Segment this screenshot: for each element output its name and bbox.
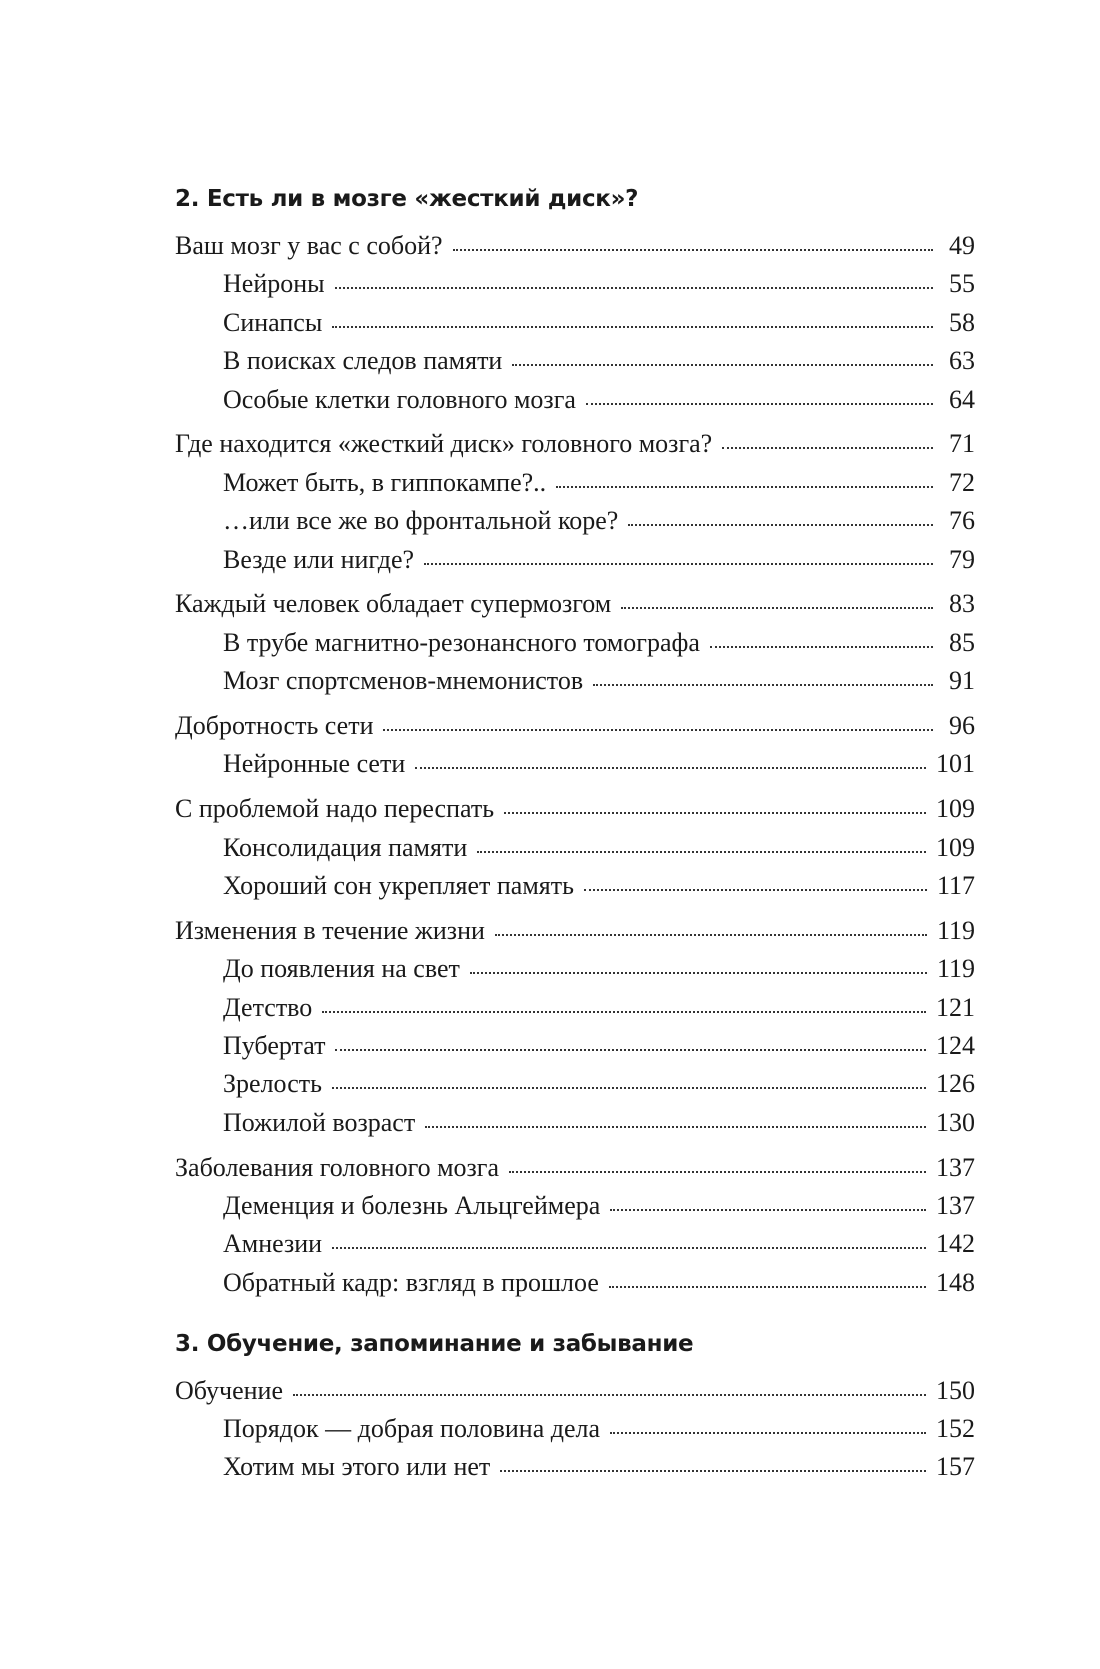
page-number: 121 (936, 992, 975, 1022)
page-number: 72 (949, 467, 975, 497)
entry-title: До появления на свет (223, 954, 460, 984)
entry-title: Синапсы (223, 307, 323, 337)
entry-title: Пубертат (223, 1031, 326, 1060)
toc-subsection-entry (175, 1191, 975, 1229)
dot-leader (424, 563, 933, 565)
dot-leader (500, 1470, 926, 1472)
page-number: 119 (936, 954, 975, 984)
toc-subsection-entry (175, 1268, 975, 1306)
dot-leader (335, 287, 933, 289)
page-number: 79 (949, 544, 975, 574)
toc-section-entry (175, 589, 975, 627)
entry-title: Деменция и болезнь Альцгеймера (223, 1191, 601, 1220)
page-number: 148 (936, 1267, 975, 1297)
dot-leader (504, 812, 926, 814)
dot-leader (495, 934, 927, 936)
entry-title: Обратный кадр: взгляд в прошлое (223, 1267, 599, 1297)
toc-subsection-entry (175, 993, 975, 1031)
page-number: 124 (936, 1031, 975, 1060)
entry-title: Ваш мозг у вас с собой? (175, 231, 443, 260)
page-number: 76 (949, 506, 975, 536)
entry-title: Изменения в течение жизни (175, 915, 485, 945)
page-number: 142 (936, 1229, 975, 1259)
entry-title: С проблемой надо переспать (175, 794, 495, 824)
toc-subsection-entry (175, 1069, 975, 1107)
entry-title: Где находится «жесткий диск» головного мозга? (175, 429, 713, 459)
dot-leader (512, 364, 933, 366)
toc-subsection-entry (175, 954, 975, 992)
toc-subsection-entry (175, 385, 975, 423)
page-number: 117 (936, 871, 975, 900)
entry-title: Особые клетки головного мозга (223, 384, 576, 414)
toc-section-entry (175, 1153, 975, 1191)
entry-title: Каждый человек обладает супермозгом (175, 589, 612, 619)
dot-leader (415, 767, 926, 769)
entry-title: …или все же во фронтальной коре? (223, 506, 619, 536)
toc-section-entry (175, 711, 975, 749)
entry-title: Добротность сети (175, 711, 374, 740)
entry-title: Мозг спортсменов-мнемонистов (223, 666, 584, 696)
dot-leader (322, 1011, 926, 1013)
dot-leader (621, 607, 933, 609)
entry-title: Нейронные сети (223, 749, 406, 779)
dot-leader (610, 1432, 926, 1434)
entry-title: Пожилой возраст (223, 1107, 416, 1137)
dot-leader (628, 524, 933, 526)
dot-leader (610, 1209, 926, 1211)
page-number: 63 (949, 346, 975, 376)
toc-subsection-entry (175, 506, 975, 544)
chapter-heading: 3. Обучение, запоминание и забывание (175, 1330, 694, 1357)
page-number: 64 (949, 384, 975, 414)
entry-title: Детство (223, 992, 313, 1022)
entry-title: Консолидация памяти (223, 832, 468, 862)
toc-subsection-entry (175, 1031, 975, 1069)
page-number: 150 (936, 1375, 975, 1405)
entry-title: В поисках следов памяти (223, 346, 503, 376)
toc-subsection-entry (175, 1452, 975, 1490)
page-number: 49 (949, 231, 975, 260)
toc-subsection-entry (175, 749, 975, 787)
dot-leader (584, 889, 927, 891)
toc-subsection-entry (175, 269, 975, 307)
entry-title: Хороший сон укрепляет память (223, 871, 574, 900)
dot-leader (586, 403, 933, 405)
page-number: 85 (949, 627, 975, 657)
toc-subsection-entry (175, 871, 975, 909)
page-number: 152 (936, 1414, 975, 1443)
toc-subsection-entry (175, 666, 975, 704)
page-number: 71 (949, 429, 975, 459)
dot-leader (722, 447, 933, 449)
toc-subsection-entry (175, 308, 975, 346)
toc-subsection-entry (175, 1414, 975, 1452)
toc-subsection-entry (175, 346, 975, 384)
toc-subsection-entry (175, 545, 975, 583)
toc-section-entry (175, 1376, 975, 1414)
toc-section-entry (175, 231, 975, 269)
page-number: 83 (949, 589, 975, 619)
entry-title: Амнезии (223, 1229, 323, 1259)
dot-leader (332, 326, 933, 328)
page-number: 109 (936, 794, 975, 824)
toc-section-entry (175, 794, 975, 832)
toc-subsection-entry (175, 468, 975, 506)
entry-title: В трубе магнитно-резонансного томографа (223, 627, 700, 657)
page-number: 96 (949, 711, 975, 740)
entry-title: Обучение (175, 1375, 283, 1405)
dot-leader (332, 1087, 926, 1089)
page-number: 157 (936, 1452, 975, 1482)
entry-title: Может быть, в гиппокампе?.. (223, 467, 547, 497)
page-number: 109 (936, 832, 975, 862)
entry-title: Хотим мы этого или нет (223, 1452, 491, 1482)
entry-title: Заболевания головного мозга (175, 1152, 500, 1182)
dot-leader (332, 1247, 926, 1249)
entry-title: Везде или нигде? (223, 544, 415, 574)
toc-subsection-entry (175, 628, 975, 666)
dot-leader (556, 486, 933, 488)
page-number: 126 (936, 1069, 975, 1099)
dot-leader (477, 851, 926, 853)
toc-section-entry (175, 429, 975, 467)
entry-title: Зрелость (223, 1069, 322, 1099)
chapter-heading: 2. Есть ли в мозге «жесткий диск»? (175, 186, 639, 212)
dot-leader (453, 249, 933, 251)
page-number: 101 (936, 749, 975, 779)
page-number: 119 (936, 915, 975, 945)
dot-leader (609, 1286, 926, 1288)
page-number: 137 (936, 1152, 975, 1182)
page-number: 130 (936, 1107, 975, 1137)
toc-subsection-entry (175, 1229, 975, 1267)
toc-section-entry (175, 916, 975, 954)
dot-leader (470, 972, 927, 974)
dot-leader (710, 646, 933, 648)
toc-subsection-entry (175, 833, 975, 871)
dot-leader (383, 729, 933, 731)
dot-leader (335, 1049, 926, 1051)
page-number: 91 (949, 666, 975, 696)
dot-leader (593, 684, 933, 686)
page-number: 58 (949, 307, 975, 337)
dot-leader (509, 1171, 926, 1173)
dot-leader (425, 1126, 926, 1128)
page-number: 137 (936, 1191, 975, 1220)
entry-title: Порядок — добрая половина дела (223, 1414, 601, 1443)
page-number: 55 (949, 269, 975, 299)
toc-subsection-entry (175, 1108, 975, 1146)
dot-leader (293, 1394, 926, 1396)
entry-title: Нейроны (223, 269, 325, 299)
